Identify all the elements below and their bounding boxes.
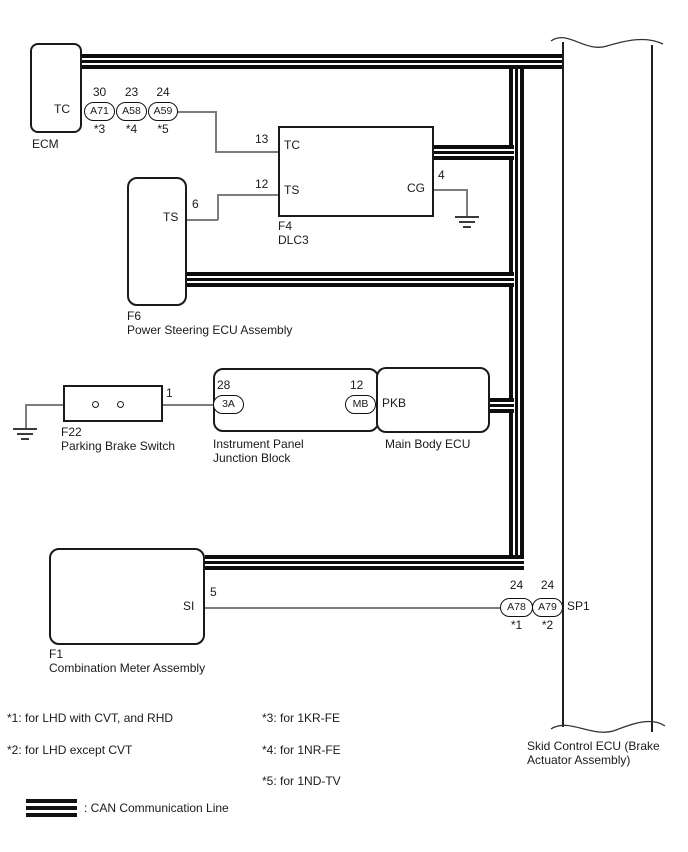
connector-a78: A78 [500, 598, 533, 617]
footnote-4: *4: for 1NR-FE [262, 743, 341, 757]
can-pipe-main-body-ecu [490, 398, 514, 413]
ground-icon [455, 216, 479, 218]
wire-a59-to-dlc3-seg3 [215, 151, 278, 153]
ecm-connector-pin: 30 [92, 85, 107, 99]
connector-a79: A79 [532, 598, 563, 617]
ecm-connector-note: *3 [93, 122, 106, 136]
wire-f6-ts-seg2 [217, 194, 219, 220]
wire-a59-to-dlc3-seg2 [215, 111, 217, 152]
junction-block-in-pin: 28 [217, 378, 231, 392]
can-pipe-combination-meter [205, 555, 524, 570]
power-steering-ts-label: TS [163, 210, 179, 224]
skid-control-caption-line2: Actuator Assembly) [527, 753, 631, 767]
combination-meter-caption: Combination Meter Assembly [49, 661, 206, 675]
ecm-caption: ECM [32, 137, 59, 151]
ground-icon [459, 221, 475, 223]
switch-contact-right-icon [117, 401, 124, 408]
connector-3a: 3A [213, 395, 244, 414]
skid-control-caption-line1: Skid Control ECU (Brake [527, 739, 660, 753]
junction-block-caption-line1: Instrument Panel [213, 437, 304, 451]
combination-meter-si-pin: 5 [210, 585, 217, 599]
wire-cg-seg2 [466, 189, 468, 216]
can-pipe-dlc3 [434, 145, 514, 160]
dlc3-caption: DLC3 [278, 233, 309, 247]
dlc3-cg-pin: 4 [438, 168, 445, 182]
combination-meter-ref: F1 [49, 647, 64, 661]
can-line-legend-icon [26, 799, 77, 817]
wire-cg-seg1 [434, 189, 468, 191]
can-trunk-pipe [509, 54, 524, 570]
dlc3-box [278, 126, 434, 217]
parking-brake-switch-box [63, 385, 163, 422]
connector-a71: A71 [84, 102, 115, 121]
wire-switch-to-3a [163, 404, 213, 406]
dlc3-tc-pin: 13 [255, 132, 269, 146]
dlc3-tc-label: TC [284, 138, 300, 152]
parking-brake-switch-ref: F22 [61, 425, 82, 439]
ecm-box [30, 43, 82, 133]
ecm-terminal-label: TC [54, 102, 70, 116]
ecm-connector-note: *4 [125, 122, 138, 136]
power-steering-ts-pin: 6 [192, 197, 199, 211]
parking-brake-switch-pin: 1 [166, 386, 173, 400]
connector-a58: A58 [116, 102, 147, 121]
dlc3-ts-label: TS [284, 183, 300, 197]
footnote-2: *2: for LHD except CVT [7, 743, 133, 757]
wire-gnd-drop [25, 404, 27, 428]
main-body-ecu-caption: Main Body ECU [385, 437, 471, 451]
ground-icon [21, 438, 29, 440]
footnote-1: *1: for LHD with CVT, and RHD [7, 711, 174, 725]
connector-a59: A59 [148, 102, 178, 121]
band-break-wave-top [551, 38, 663, 48]
ground-icon [463, 226, 471, 228]
skid-band-right-line [651, 45, 653, 732]
can-line-legend-label: : CAN Communication Line [84, 801, 229, 815]
wire-f6-ts-seg3 [217, 194, 278, 196]
footnote-3: *3: for 1KR-FE [262, 711, 341, 725]
switch-contact-left-icon [92, 401, 99, 408]
wire-gnd-to-switch [25, 404, 63, 406]
ecm-connector-note: *5 [157, 122, 169, 136]
junction-block-caption-line2: Junction Block [213, 451, 291, 465]
ecm-connector-pin: 24 [156, 85, 170, 99]
combination-meter-si-label: SI [183, 599, 195, 613]
wire-si-to-a78 [205, 607, 500, 609]
skid-connector-pin: 24 [540, 578, 555, 592]
skid-connector-note: *2 [541, 618, 554, 632]
main-body-pkb-label: PKB [382, 396, 407, 410]
splice-sp1-label: SP1 [567, 599, 590, 613]
band-break-wave-bottom [551, 721, 665, 732]
combination-meter-box [49, 548, 205, 645]
dlc3-cg-label: CG [407, 181, 425, 195]
junction-block-out-pin: 12 [350, 378, 364, 392]
power-steering-ref: F6 [127, 309, 142, 323]
wire-a59-to-dlc3-seg1 [177, 111, 215, 113]
ecm-connector-pin: 23 [124, 85, 139, 99]
dlc3-ref: F4 [278, 219, 293, 233]
footnote-5: *5: for 1ND-TV [262, 774, 341, 788]
connector-mb: MB [345, 395, 376, 414]
parking-brake-switch-caption: Parking Brake Switch [61, 439, 176, 453]
skid-connector-pin: 24 [509, 578, 524, 592]
can-pipe-power-steering [187, 272, 514, 287]
ground-icon [13, 428, 37, 430]
wire-f6-ts-seg1 [187, 219, 218, 221]
dlc3-ts-pin: 12 [255, 177, 269, 191]
can-pipe-ecm-to-skid [82, 54, 562, 69]
ground-icon [17, 433, 33, 435]
power-steering-ecu-box [127, 177, 187, 306]
power-steering-caption: Power Steering ECU Assembly [127, 323, 293, 337]
skid-connector-note: *1 [510, 618, 523, 632]
